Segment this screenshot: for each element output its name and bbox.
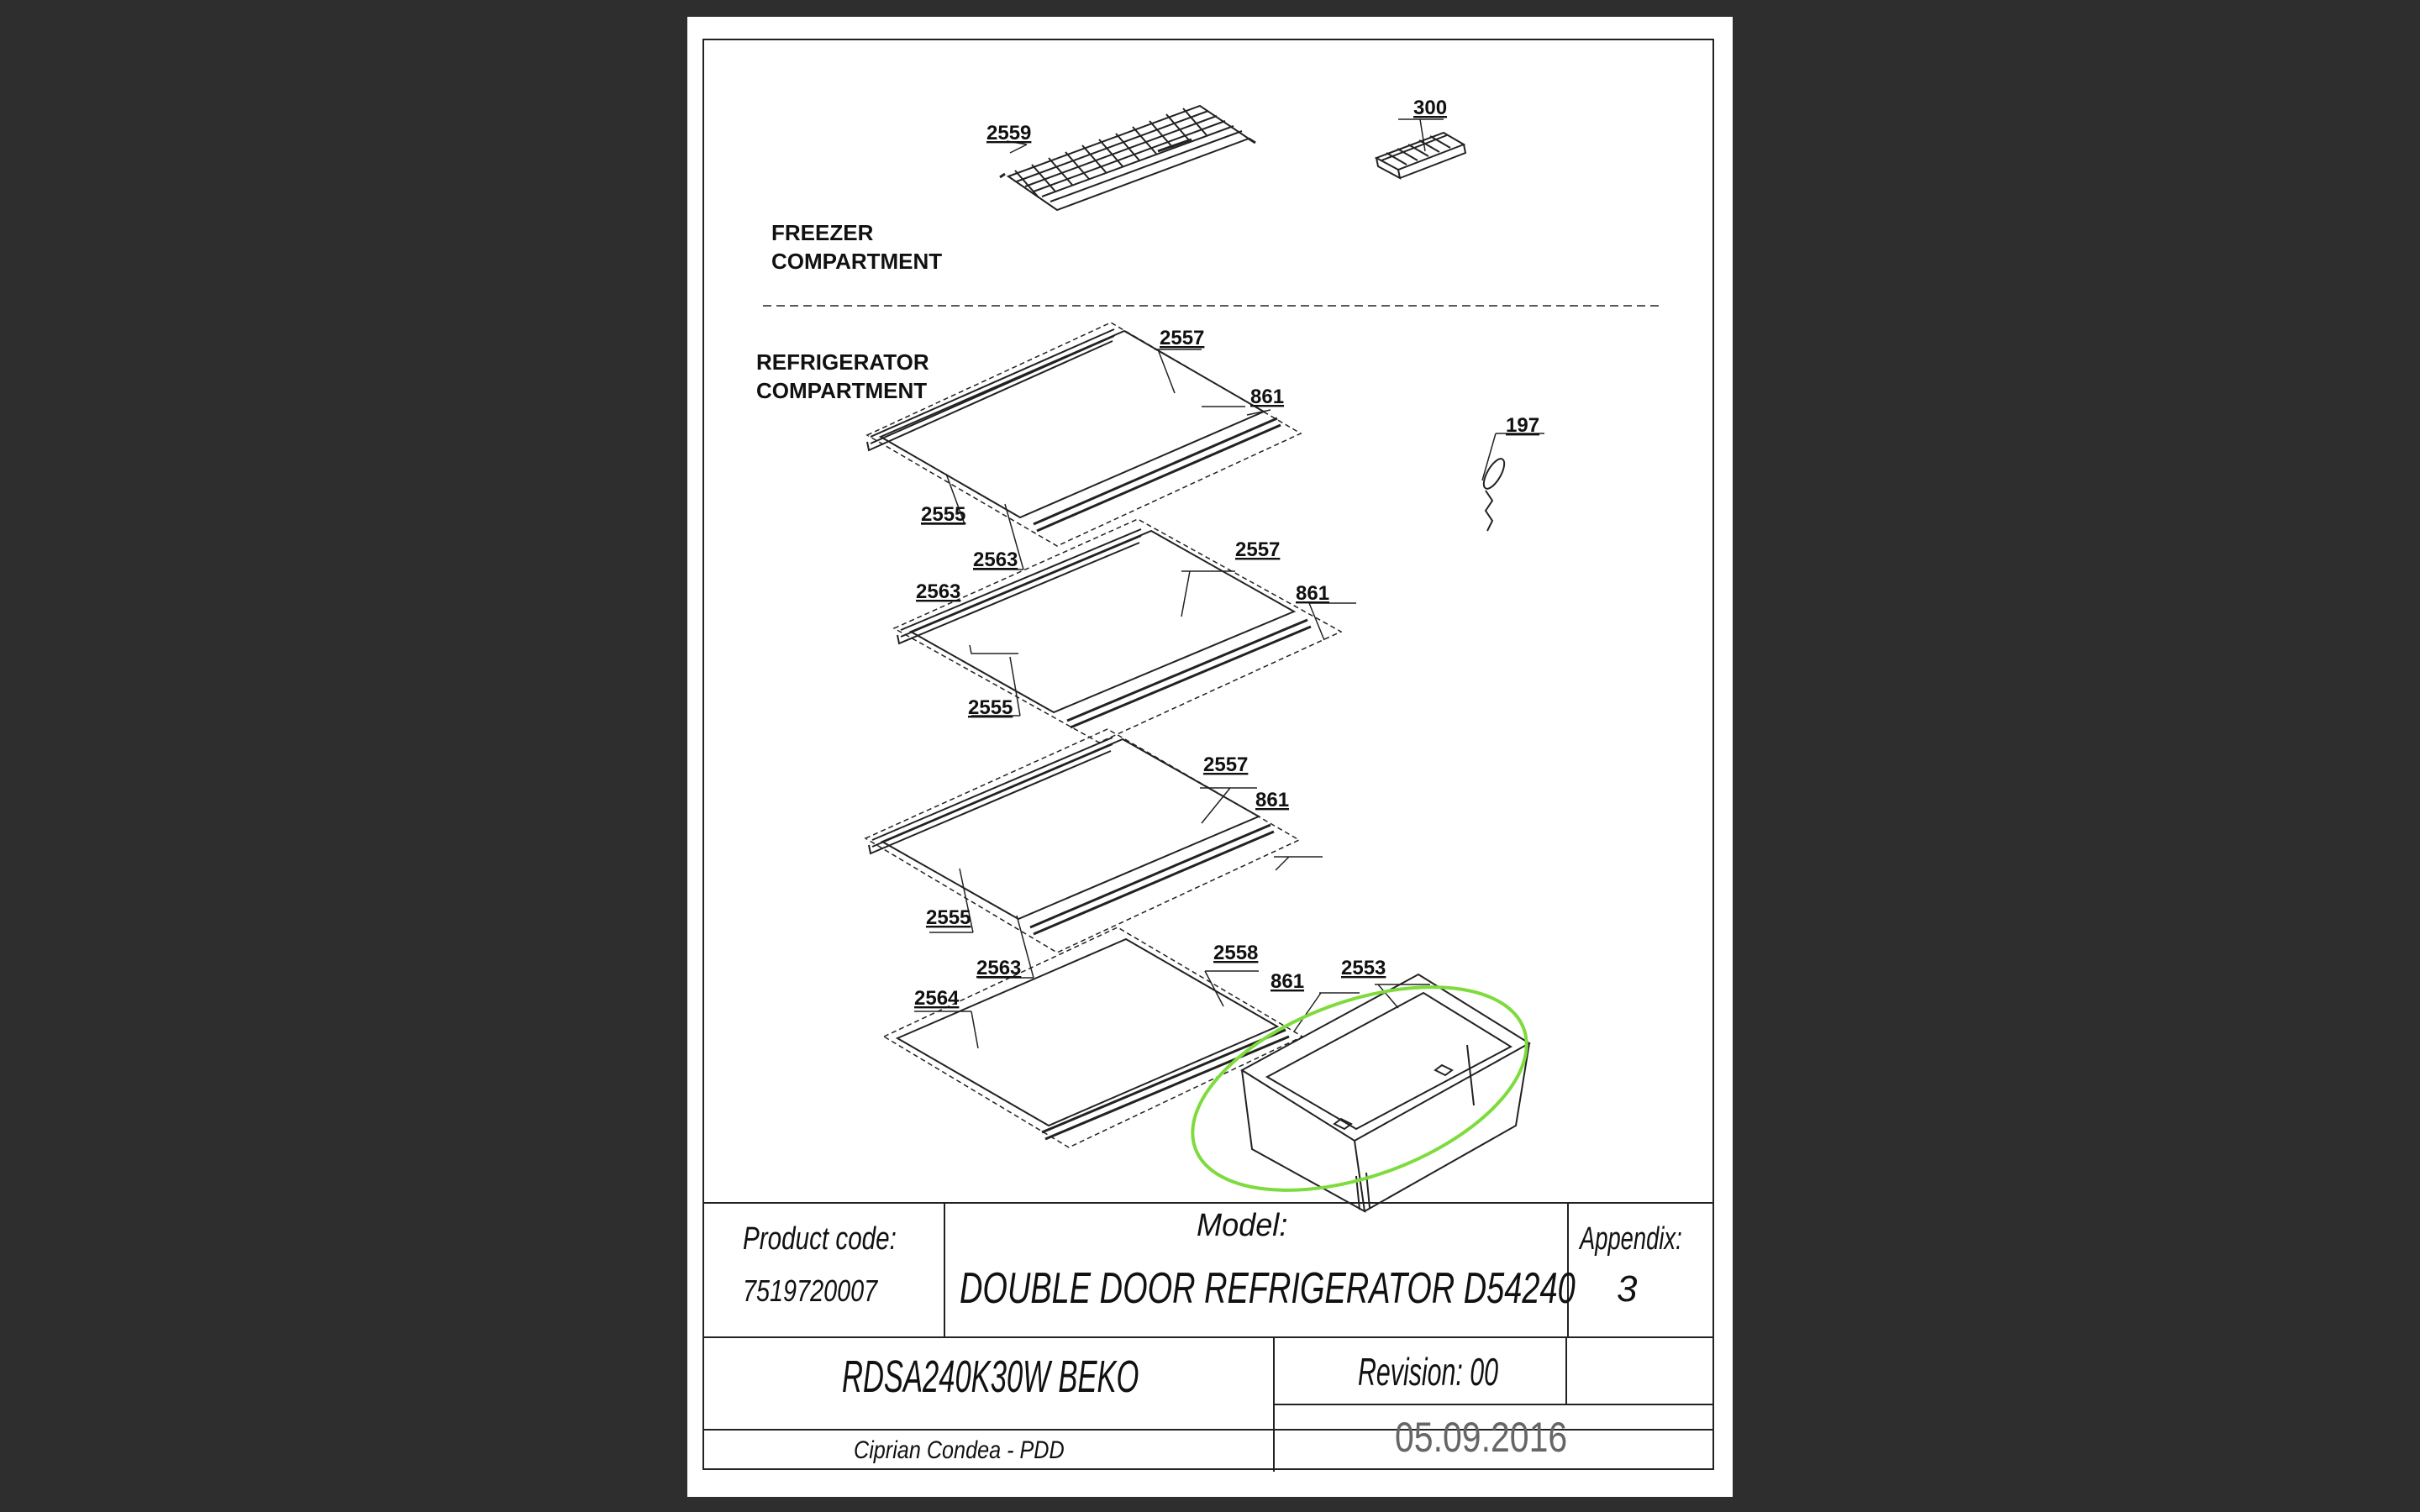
- callout-2564: 2564: [914, 987, 960, 1010]
- freezer-label-line2: COMPARTMENT: [771, 249, 943, 274]
- callout-2555-b: 2555: [968, 696, 1013, 719]
- model-code: RDSA240K30W BEKO: [842, 1352, 1139, 1402]
- callout-2557-a: 2557: [1160, 327, 1205, 349]
- appendix-label: Appendix:: [1580, 1221, 1682, 1257]
- fridge-label-line1: REFRIGERATOR: [756, 349, 929, 375]
- callout-861-a: 861: [1250, 386, 1285, 408]
- callout-2563-c: 2563: [976, 957, 1022, 979]
- date: 05.09.2016: [1395, 1414, 1568, 1461]
- product-code-label: Product code:: [743, 1221, 897, 1257]
- wire-shelf-2559: [1000, 106, 1255, 210]
- author: Ciprian Condea - PDD: [854, 1436, 1065, 1464]
- ice-tray-300: [1376, 133, 1465, 178]
- callout-2557-b: 2557: [1235, 538, 1281, 561]
- thermostat-knob-197: [1480, 456, 1508, 531]
- freezer-label-line1: FREEZER: [771, 220, 874, 245]
- callout-2553: 2553: [1341, 957, 1386, 979]
- fridge-label-line2: COMPARTMENT: [756, 378, 928, 403]
- callout-2557-c: 2557: [1203, 753, 1249, 776]
- callout-2555-c: 2555: [926, 906, 971, 929]
- crisper-drawer-2553: [1242, 974, 1529, 1211]
- callout-197: 197: [1506, 414, 1540, 437]
- callout-2558: 2558: [1213, 942, 1259, 964]
- revision: Revision: 00: [1358, 1350, 1499, 1394]
- drawing-sheet: [687, 17, 1733, 1497]
- callout-861-d: 861: [1270, 970, 1305, 993]
- callout-2555-a: 2555: [921, 503, 966, 526]
- callout-861-c: 861: [1255, 789, 1290, 811]
- callout-300: 300: [1413, 97, 1448, 119]
- callout-2563-b: 2563: [916, 580, 961, 603]
- callout-861-b: 861: [1296, 582, 1330, 605]
- callout-2563-a: 2563: [973, 549, 1018, 571]
- model-label: Model:: [1197, 1208, 1288, 1243]
- product-code-value: 7519720007: [743, 1273, 878, 1308]
- model-value: DOUBLE DOOR REFRIGERATOR D54240: [960, 1264, 1576, 1313]
- appendix-value: 3: [1617, 1268, 1638, 1310]
- callout-2559: 2559: [986, 122, 1032, 144]
